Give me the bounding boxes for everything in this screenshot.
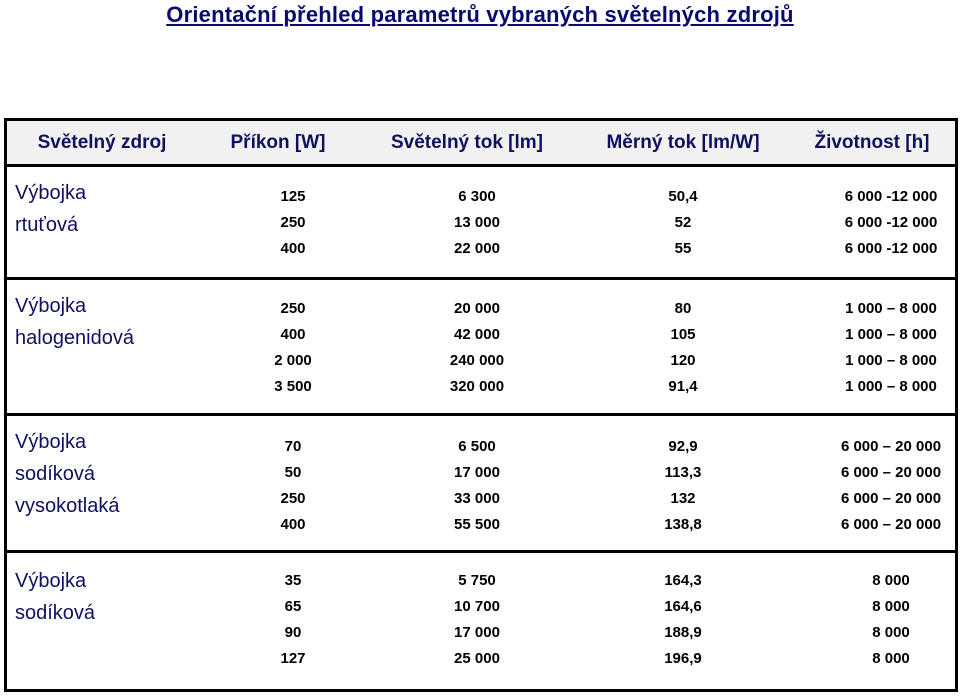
table-row [187, 374, 955, 400]
group-hp-sodium [7, 416, 955, 550]
header-efficacy: Měrný tok [lm/W] [606, 132, 760, 153]
table-row [187, 236, 955, 262]
flux-cell: 10 700 [454, 598, 500, 615]
flux-cell: 55 500 [454, 516, 500, 533]
power-cell: 400 [280, 516, 306, 533]
lifetime-cell: 8 000 [872, 650, 910, 667]
table-row [187, 594, 955, 620]
group-data [187, 280, 955, 413]
lifetime-cell: 6 000 – 20 000 [840, 464, 942, 481]
efficacy-cell: 52 [674, 214, 692, 231]
lifetime-cell: 1 000 – 8 000 [845, 300, 937, 317]
group-data [187, 416, 955, 550]
group-label-line: Výbojka [15, 570, 87, 592]
flux-cell: 20 000 [454, 300, 500, 317]
group-data [187, 167, 955, 277]
group-label-line: Výbojka [15, 182, 87, 204]
group-mercury [7, 167, 955, 277]
table-row [187, 322, 955, 348]
table-row [187, 460, 955, 486]
efficacy-cell: 105 [670, 326, 696, 343]
header-luminous-flux: Světelný tok [lm] [390, 132, 544, 153]
flux-cell: 17 000 [454, 624, 500, 641]
page-title: Orientační přehled parametrů vybraných světelných zdrojů [166, 2, 794, 27]
flux-cell: 320 000 [449, 378, 505, 395]
flux-cell: 13 000 [454, 214, 500, 231]
power-cell: 400 [280, 240, 306, 257]
group-sodium [7, 553, 955, 689]
flux-cell: 6 300 [458, 188, 496, 205]
flux-cell: 17 000 [454, 464, 500, 481]
power-cell: 250 [280, 490, 306, 507]
lifetime-cell: 8 000 [872, 624, 910, 641]
header-light-source: Světelný zdroj [37, 132, 167, 153]
flux-cell: 240 000 [449, 352, 505, 369]
group-label-line: sodíková [15, 463, 96, 485]
group-label-line: Výbojka [15, 431, 87, 453]
lifetime-cell: 8 000 [872, 598, 910, 615]
table-row [187, 486, 955, 512]
power-cell: 70 [284, 438, 302, 455]
table-row [187, 434, 955, 460]
lifetime-cell: 1 000 – 8 000 [845, 378, 937, 395]
efficacy-cell: 50,4 [668, 188, 698, 205]
efficacy-cell: 120 [670, 352, 696, 369]
power-cell: 35 [284, 572, 302, 589]
group-label-line: halogenidová [15, 327, 134, 349]
group-metal-halide [7, 280, 955, 413]
power-cell: 2 000 [274, 352, 312, 369]
power-cell: 3 500 [274, 378, 312, 395]
flux-cell: 22 000 [454, 240, 500, 257]
flux-cell: 33 000 [454, 490, 500, 507]
parameters-table [4, 118, 958, 692]
table-row [187, 568, 955, 594]
lifetime-cell: 6 000 – 20 000 [840, 516, 942, 533]
efficacy-cell: 188,9 [664, 624, 702, 641]
group-label-line: Výbojka [15, 295, 87, 317]
group-label-line: sodíková [15, 602, 96, 624]
power-cell: 250 [280, 214, 306, 231]
group-label-line: rtuťová [15, 214, 79, 236]
table-row [187, 296, 955, 322]
power-cell: 250 [280, 300, 306, 317]
lifetime-cell: 6 000 -12 000 [844, 188, 938, 205]
flux-cell: 25 000 [454, 650, 500, 667]
lifetime-cell: 1 000 – 8 000 [845, 326, 937, 343]
lifetime-cell: 6 000 – 20 000 [840, 490, 942, 507]
header-lifetime: Životnost [h] [814, 132, 930, 153]
power-cell: 125 [280, 188, 306, 205]
lifetime-cell: 1 000 – 8 000 [845, 352, 937, 369]
table-row [187, 512, 955, 538]
power-cell: 127 [280, 650, 306, 667]
group-label [7, 565, 187, 629]
header-power: Příkon [W] [230, 132, 326, 153]
group-label [7, 177, 187, 241]
efficacy-cell: 164,6 [664, 598, 702, 615]
efficacy-cell: 55 [674, 240, 692, 257]
flux-cell: 5 750 [458, 572, 496, 589]
efficacy-cell: 164,3 [664, 572, 702, 589]
lifetime-cell: 6 000 -12 000 [844, 214, 938, 231]
group-label [7, 290, 187, 354]
power-cell: 50 [284, 464, 302, 481]
table-row [187, 184, 955, 210]
efficacy-cell: 132 [670, 490, 696, 507]
flux-cell: 42 000 [454, 326, 500, 343]
table-header [7, 121, 955, 164]
efficacy-cell: 196,9 [664, 650, 702, 667]
table-row [187, 646, 955, 672]
efficacy-cell: 138,8 [664, 516, 702, 533]
lifetime-cell: 8 000 [872, 572, 910, 589]
group-label-line: vysokotlaká [15, 495, 120, 517]
efficacy-cell: 92,9 [668, 438, 698, 455]
table-row [187, 210, 955, 236]
group-label [7, 426, 187, 522]
table-row [187, 620, 955, 646]
efficacy-cell: 91,4 [668, 378, 698, 395]
table-row [187, 348, 955, 374]
lifetime-cell: 6 000 -12 000 [844, 240, 938, 257]
power-cell: 400 [280, 326, 306, 343]
power-cell: 65 [284, 598, 302, 615]
efficacy-cell: 113,3 [664, 464, 702, 481]
power-cell: 90 [284, 624, 302, 641]
flux-cell: 6 500 [458, 438, 496, 455]
group-data [187, 553, 955, 689]
lifetime-cell: 6 000 – 20 000 [840, 438, 942, 455]
efficacy-cell: 80 [674, 300, 692, 317]
